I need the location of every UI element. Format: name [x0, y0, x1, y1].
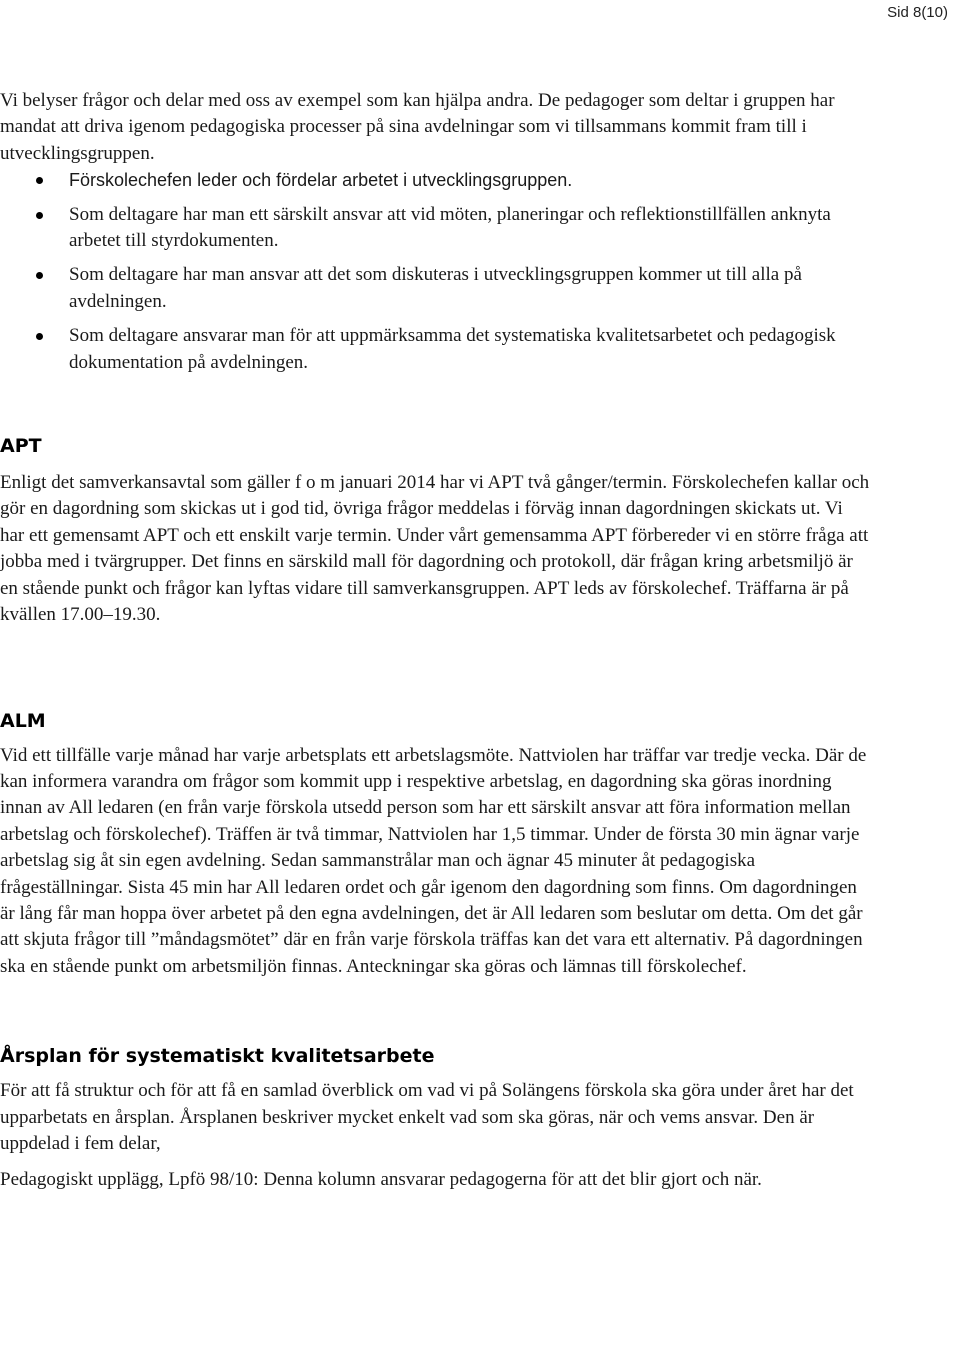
apt-paragraph: Enligt det samverkansavtal som gäller f o m januari 2014 har vi APT två gånger/termin. Förskolechefen kallar och gör en dagordning som skickas ut i god tid, övriga frågor meddelas i förväg innan dagordningen skickats ut. Vi har ett gemensamt APT och ett enskilt varje termin. Under vårt gemensamma APT förbereder vi en större fråga att jobba med i tvärgrupper. Det finns en särskild mall för dagordning och protokoll, där frågan kring arbetsmiljö är en stående punkt och frågor kan lyftas vidare till samverkansgruppen. APT leds av förskolechef. Träffarna är på kvällen 17.00–19.30. [0, 472, 870, 626]
alm-heading: ALM [0, 709, 46, 732]
arsplan-extra-paragraph: Pedagogiskt upplägg, Lpfö 98/10: Denna kolumn ansvarar pedagogerna för att det blir gjort och när. [0, 1169, 762, 1191]
bullet-icon [36, 212, 43, 219]
list-item [0, 262, 870, 315]
bullet-icon [36, 177, 43, 184]
list-item-text: Som deltagare har man ansvar att det som diskuteras i utvecklingsgruppen kommer ut till alla på avdelningen. [69, 264, 802, 312]
list-item [0, 167, 870, 193]
responsibility-list [0, 167, 870, 376]
bullet-icon [36, 272, 43, 279]
apt-heading: APT [0, 435, 42, 458]
page-number: Sid 8(10) [887, 4, 948, 21]
document-body [0, 88, 870, 1194]
arsplan-paragraph: För att få struktur och för att få en samlad överblick om vad vi på Solängens förskola ska göra under året har det upparbetats en årsplan. Årsplanen beskriver mycket enkelt vad som ska göras, när och vems ansvar. Den är uppdelad i fem delar, [0, 1080, 854, 1154]
list-item [0, 202, 870, 255]
intro-paragraph: Vi belyser frågor och delar med oss av exempel som kan hjälpa andra. De pedagoger som deltar i gruppen har mandat att driva igenom pedagogiska processer på sina avdelningar som vi tillsammans kommit fram till i utvecklingsgruppen. [0, 90, 835, 164]
list-item-text: Som deltagare ansvarar man för att uppmärksamma det systematiska kvalitetsarbetet och pedagogisk dokumentation på avdelningen. [69, 325, 836, 373]
list-item-text: Som deltagare har man ett särskilt ansvar att vid möten, planeringar och reflektionstillfällen anknyta arbetet till styrdokumenten. [69, 203, 831, 252]
arsplan-heading: Årsplan för systematiskt kvalitetsarbete [0, 1045, 435, 1068]
alm-paragraph: Vid ett tillfälle varje månad har varje arbetsplats ett arbetslagsmöte. Nattviolen har träffar var tredje vecka. Där de kan informera varandra om frågor som kommit upp i respektive arbetslag, en dagordning ska göras inordning innan av All ledaren (en från varje förskola utsedd person som har ett särskilt ansvar att föra information mellan arbetslag och förskolechef). Träffen är två timmar, Nattviolen har 1,5 timmar. Under de första 30 min ägnar varje arbetslag sig åt sin egen avdelning. Sedan sammanstrålar man och ägnar 45 minuter åt pedagogiska frågeställningar. Sista 45 min har All ledaren ordet och går igenom den dagordning som finns. Om dagordningen är lång får man hoppa över arbetet på den egna avdelningen, det är All ledaren som beslutar om detta. Om det går att skjuta frågor till ”måndagsmötet” där en från varje förskola träffas kan det vara ett alternativ. På dagordningen ska en stående punkt om arbetsmiljön finnas. Anteckningar ska göras och lämnas till förskolechef. [0, 744, 867, 977]
bullet-icon [36, 333, 43, 340]
list-item-text: Förskolechefen leder och fördelar arbetet i utvecklingsgruppen. [69, 170, 573, 191]
list-item [0, 323, 870, 376]
